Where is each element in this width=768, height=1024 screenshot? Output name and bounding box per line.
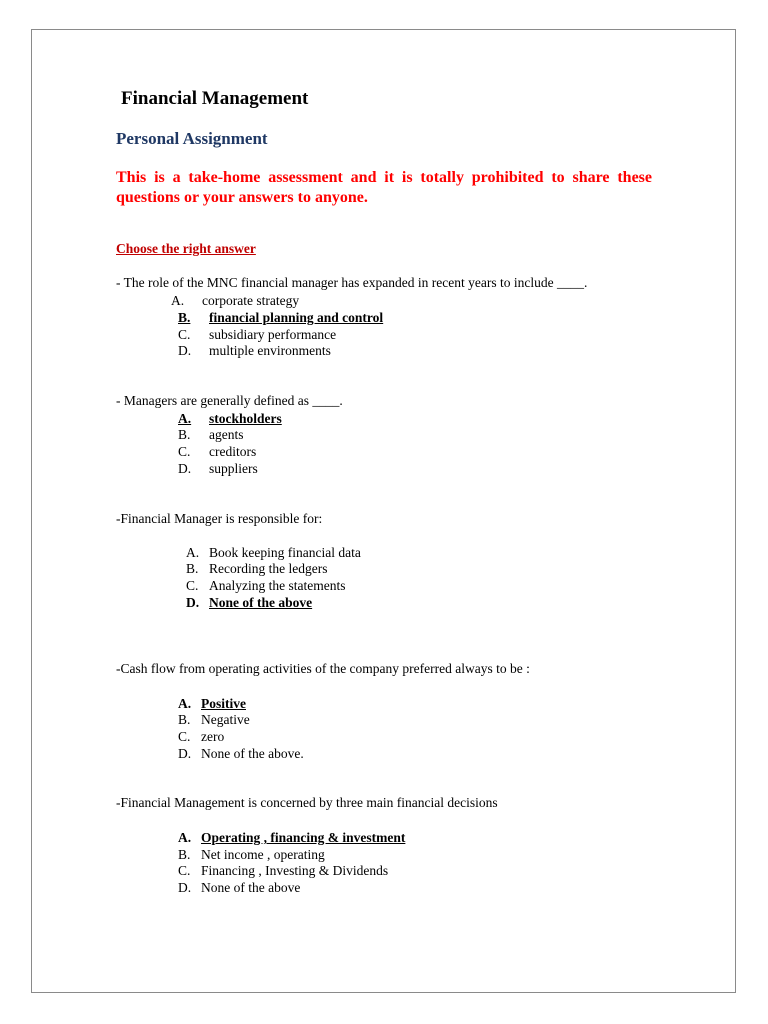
question-3: -Financial Manager is responsible for: xyxy=(116,511,323,526)
option-text: subsidiary performance xyxy=(209,327,337,342)
question-1-option-d xyxy=(178,342,331,359)
option-text: Book keeping financial data xyxy=(209,545,361,560)
question-1-option-a xyxy=(171,292,299,309)
question-1: - The role of the MNC financial manager has expanded in recent years to include ____. xyxy=(116,275,588,290)
option-letter: B. xyxy=(178,427,191,442)
question-4-option-b xyxy=(178,711,250,728)
option-letter: A. xyxy=(171,293,185,308)
option-letter: B. xyxy=(178,847,191,862)
option-text: Financing , Investing & Dividends xyxy=(201,863,389,878)
question-3-option-c xyxy=(186,577,345,594)
warning-notice: This is a take-home assessment and it is totally prohibited to share these questions or your answers to anyone. xyxy=(116,169,652,206)
option-letter: C. xyxy=(178,863,191,878)
option-text: stockholders xyxy=(209,411,282,426)
option-letter: D. xyxy=(186,595,200,610)
question-1-option-c xyxy=(178,326,336,343)
option-letter: D. xyxy=(178,746,192,761)
question-2-option-d xyxy=(178,460,258,477)
question-5: -Financial Management is concerned by three main financial decisions xyxy=(116,795,498,810)
instruction-heading: Choose the right answer xyxy=(116,241,256,256)
option-text: Recording the ledgers xyxy=(209,561,328,576)
option-text: None of the above xyxy=(209,595,313,610)
option-text: Positive xyxy=(201,696,246,711)
option-text: Negative xyxy=(201,712,250,727)
question-2: - Managers are generally defined as ____. xyxy=(116,393,343,408)
question-1-option-b-correct xyxy=(178,309,383,326)
question-5-option-c xyxy=(178,862,388,879)
question-4-option-d xyxy=(178,745,304,762)
question-3-option-b xyxy=(186,560,327,577)
option-letter: B. xyxy=(178,310,191,325)
question-2-option-c xyxy=(178,443,256,460)
question-2-option-a-correct xyxy=(178,410,282,427)
question-3-option-a xyxy=(186,544,361,561)
option-text: agents xyxy=(209,427,244,442)
question-3-option-d-correct xyxy=(186,594,312,611)
question-5-option-d xyxy=(178,879,300,896)
option-text: corporate strategy xyxy=(202,293,300,308)
option-text: None of the above xyxy=(201,880,301,895)
document-subtitle: Personal Assignment xyxy=(116,129,268,148)
option-text: Operating , financing & investment xyxy=(201,830,406,845)
option-text: Net income , operating xyxy=(201,847,325,862)
option-text: Analyzing the statements xyxy=(209,578,346,593)
document-title: Financial Management xyxy=(121,88,309,109)
option-letter: C. xyxy=(178,327,191,342)
option-letter: D. xyxy=(178,461,192,476)
option-letter: A. xyxy=(178,830,192,845)
question-5-option-b xyxy=(178,846,325,863)
option-text: creditors xyxy=(209,444,257,459)
option-letter: D. xyxy=(178,880,192,895)
option-letter: A. xyxy=(178,696,192,711)
option-letter: B. xyxy=(178,712,191,727)
option-text: suppliers xyxy=(209,461,258,476)
option-letter: A. xyxy=(178,411,192,426)
option-letter: B. xyxy=(186,561,199,576)
option-text: multiple environments xyxy=(209,343,331,358)
option-text: zero xyxy=(201,729,225,744)
question-4: -Cash flow from operating activities of the company preferred always to be : xyxy=(116,661,530,676)
question-4-option-a-correct xyxy=(178,695,246,712)
question-4-option-c xyxy=(178,728,224,745)
option-text: financial planning and control xyxy=(209,310,384,325)
option-letter: C. xyxy=(178,729,191,744)
question-2-option-b xyxy=(178,426,244,443)
option-letter: A. xyxy=(186,545,200,560)
option-letter: C. xyxy=(186,578,199,593)
option-letter: D. xyxy=(178,343,192,358)
question-5-option-a-correct xyxy=(178,829,405,846)
option-letter: C. xyxy=(178,444,191,459)
option-text: None of the above. xyxy=(201,746,304,761)
